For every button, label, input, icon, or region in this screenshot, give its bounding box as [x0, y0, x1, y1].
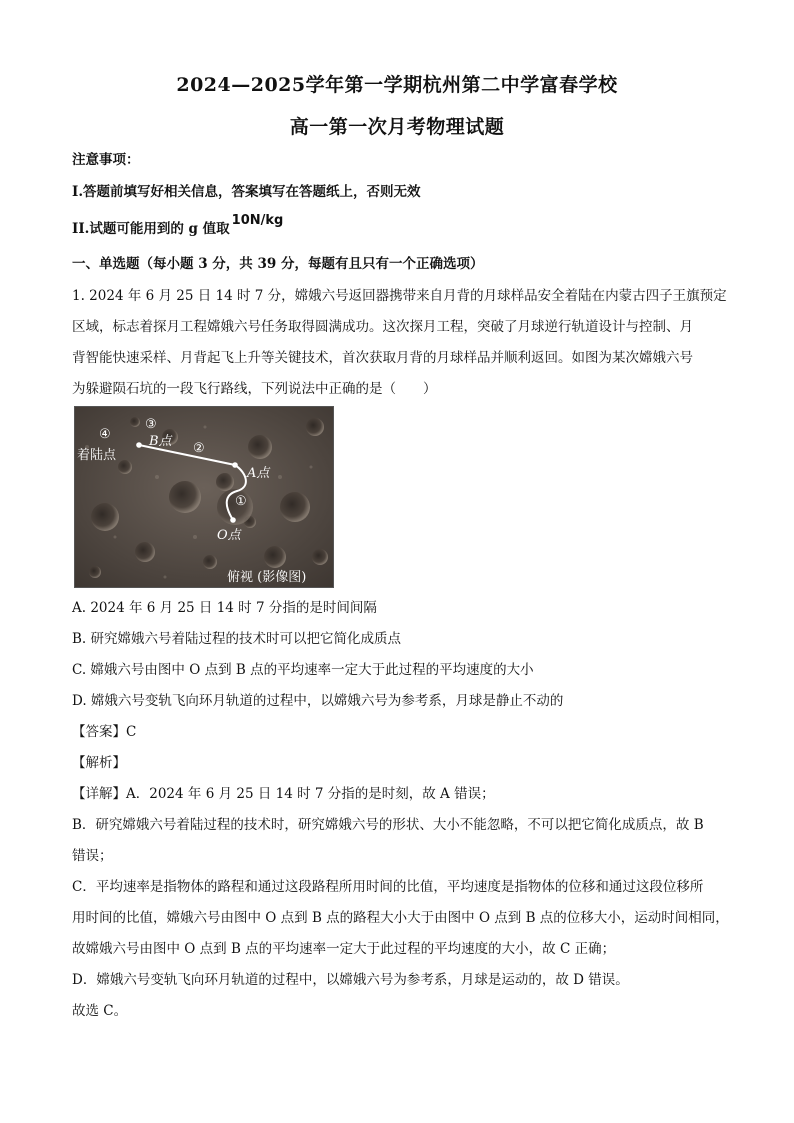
analysis-line: 错误；: [72, 848, 113, 864]
label-circled-1: ①: [235, 494, 247, 509]
analysis-line: 【详解】A．2024 年 6 月 25 日 14 时 7 分指的是时刻，故 A 错误；: [72, 786, 495, 802]
question-stem-line: 1. 2024 年 6 月 25 日 14 时 7 分，嫦娥六号返回器携带来自月背的月球样品安全着陆在内蒙古四子王旗预定: [72, 288, 727, 304]
analysis-line: 故嫦娥六号由图中 O 点到 B 点的平均速率一定大于此过程的平均速度的大小，故 C 正确；: [72, 941, 616, 957]
question-stem-line: 背智能快速采样、月背起飞上升等关键技术，首次获取月背的月球样品并顺利返回。如图为某次嫦娥六号: [72, 350, 693, 366]
analysis-line: B．研究嫦娥六号着陆过程的技术时，研究嫦娥六号的形状、大小不能忽略，不可以把它简化成质点，故 B: [72, 817, 704, 833]
g-value: 10N/kg: [231, 213, 284, 228]
answer-label: 【答案】: [72, 724, 126, 740]
notice-item-2-text: II.试题可能用到的 g 值取: [72, 221, 230, 237]
exam-title-line1: 2024—2025学年第一学期杭州第二中学富春学校: [176, 74, 618, 96]
option-a: A. 2024 年 6 月 25 日 14 时 7 分指的是时间间隔: [72, 600, 377, 616]
label-landing-point: 着陆点: [77, 448, 117, 463]
question-stem-line: 区域，标志着探月工程嫦娥六号任务取得圆满成功。这次探月工程，突破了月球逆行轨道设计与控制、月: [72, 319, 693, 335]
option-c: C. 嫦娥六号由图中 O 点到 B 点的平均速率一定大于此过程的平均速度的大小: [72, 662, 534, 678]
label-point-A: A点: [247, 466, 270, 481]
section-heading: 一、单选题（每小题 3 分，共 39 分，每题有且只有一个正确选项）: [72, 256, 484, 272]
notice-item-1: I.答题前填写好相关信息，答案填写在答题纸上，否则无效: [72, 184, 421, 200]
analysis-line: 用时间的比值，嫦娥六号由图中 O 点到 B 点的路程大小大于由图中 O 点到 B 点的位移大小，运动时间相同，: [72, 910, 729, 926]
moon-trajectory-figure: [74, 406, 334, 588]
analysis-line: 故选 C。: [72, 1003, 128, 1019]
label-point-O: O点: [217, 528, 241, 543]
analysis-line: C．平均速率是指物体的路程和通过这段路程所用时间的比值，平均速度是指物体的位移和通过这段位移所: [72, 879, 704, 895]
notice-heading: 注意事项：: [72, 152, 140, 168]
analysis-line: D．嫦娥六号变轨飞向环月轨道的过程中，以嫦娥六号为参考系，月球是运动的，故 D 错误。: [72, 972, 629, 988]
notice-item-2: [72, 213, 732, 240]
option-d: D. 嫦娥六号变轨飞向环月轨道的过程中，以嫦娥六号为参考系，月球是静止不动的: [72, 693, 564, 709]
label-circled-4: ④: [99, 427, 111, 442]
point-A-marker: [232, 462, 238, 468]
answer-value: C: [126, 724, 137, 740]
figure-caption: 俯视 (影像图): [227, 570, 307, 585]
moon-surface-image: [75, 407, 333, 587]
point-O-marker: [230, 517, 236, 523]
option-b: B. 研究嫦娥六号着陆过程的技术时可以把它简化成质点: [72, 631, 402, 647]
label-circled-2: ②: [193, 441, 205, 456]
label-circled-3: ③: [145, 417, 157, 432]
label-point-B: B点: [149, 434, 172, 449]
question-stem-line: 为躲避陨石坑的一段飞行路线，下列说法中正确的是（ ）: [72, 381, 437, 397]
point-B-marker: [136, 442, 142, 448]
answer-line: [72, 722, 732, 742]
exam-title-line2: 高一第一次月考物理试题: [289, 116, 505, 138]
analysis-label: 【解析】: [72, 755, 126, 771]
